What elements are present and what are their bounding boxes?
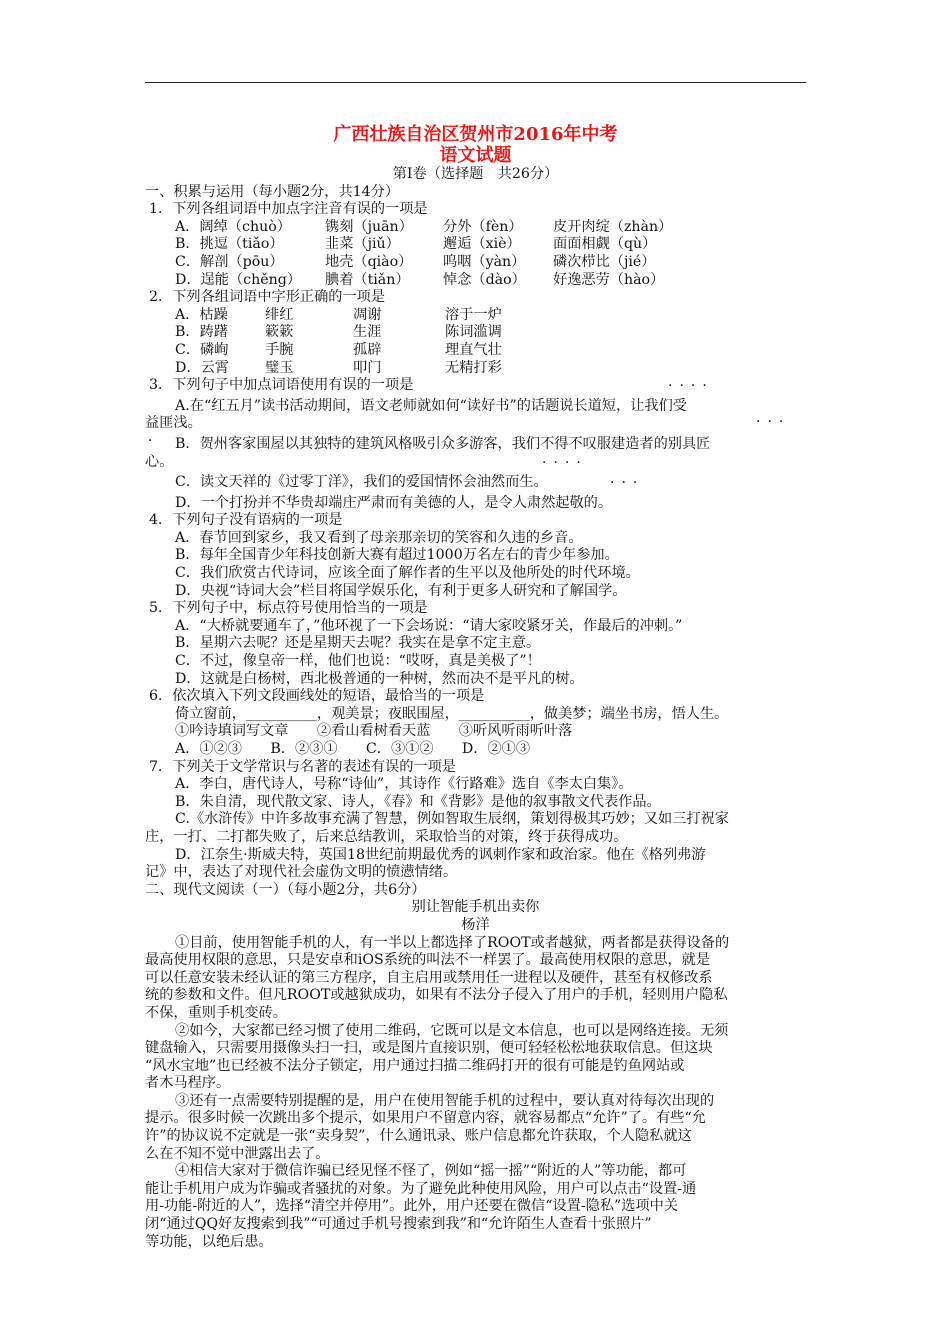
option-word: 地壳（qiào）: [325, 253, 413, 270]
q3-option-a-cont: 益匪浅。: [145, 415, 202, 432]
article-title: 别让智能手机出卖你: [411, 899, 540, 916]
q5-option-d: D．这就是白杨树，西北极普通的一种树，然而决不是平凡的树。: [175, 670, 584, 687]
emphasis-dots: ·: [148, 433, 160, 449]
option-word: 绯红: [265, 306, 294, 323]
q7-option-d: D．江奈生·斯威夫特，英国18世纪前期最优秀的讽刺作家和政治家。他在《格列弗游: [175, 846, 706, 863]
article-author: 杨洋: [461, 916, 490, 933]
q6-items: ①吟诗填词写文章 ②看山看树看天蓝 ③听风听雨听叶落: [175, 723, 573, 740]
option-word: 生涯: [353, 324, 382, 341]
q7-option-c: C.《水浒传》中许多故事充满了智慧，例如智取生辰纲，策划得极其巧妙；又如三打祝家: [175, 811, 729, 828]
article-paragraph-2: ②如今，大家都已经习惯了使用二维码，它既可以是文本信息，也可以是网络连接。无须: [175, 1022, 729, 1039]
article-paragraph-1: 不保，重则手机变砖。: [145, 1004, 287, 1021]
option-word: C．磷峋: [175, 341, 229, 358]
q1-stem: 1．下列各组词语中加点字注音有误的一项是: [149, 201, 428, 218]
q7-option-a: A．李白，唐代诗人，号称“诗仙”，其诗作《行路难》选自《李太白集》。: [175, 776, 633, 793]
q3-option-c: C．读文天祥的《过零丁洋》，我们的爱国情怀会油然而生。: [175, 474, 548, 491]
option-word: 叩门: [353, 359, 382, 376]
article-paragraph-3: 许”的协议说不定就是一张“卖身契”，什么通讯录、账户信息都允许获取，个人隐私就这: [145, 1128, 692, 1145]
q7-option-b: B．朱自清，现代散文家、诗人，《春》和《背影》是他的叙事散文代表作品。: [175, 793, 661, 810]
q2-option-a: [145, 307, 806, 325]
option-word: D．云霄: [175, 359, 229, 376]
q5-option-c: C．不过，像皇帝一样，他们也说：“哎呀，真是美极了”！: [175, 653, 541, 670]
option-word: 悼念（dào）: [443, 271, 526, 288]
emphasis-dots: ····: [668, 378, 714, 394]
option-word: 好逸恶劳（hào）: [553, 271, 665, 288]
option-word: 呜咽（yàn）: [443, 253, 526, 270]
option-word: C．解剖（pōu）: [175, 253, 284, 270]
emphasis-dots: ···: [610, 475, 645, 491]
header-rule: [145, 82, 806, 83]
article-paragraph-4: ④相信大家对于微信诈骗已经见怪不怪了，例如“摇一摇”“附近的人”等功能，都可: [175, 1163, 687, 1180]
q6-stem: 6．依次填入下列文段画线处的短语，最恰当的一项是: [149, 688, 485, 705]
q6-options: A．①②③ B．②③① C．③①② D．②①③: [175, 741, 531, 757]
option-word: 无精打彩: [445, 359, 502, 376]
exam-body: [145, 166, 806, 1251]
q1-option-b: [145, 236, 806, 254]
q7-option-c-cont: 庄，一打、二打都失败了，后来总结教训，采取恰当的对策，终于获得成功。: [145, 828, 628, 845]
q4-option-b: B．每年全国青少年科技创新大赛有超过1000万名左右的青少年参加。: [175, 547, 619, 564]
emphasis-dots: ····: [542, 455, 588, 471]
q2-option-c: [145, 342, 806, 360]
exam-title: 广西壮族自治区贺州市2016年中考: [333, 124, 618, 145]
option-word: D．逞能（chěng）: [175, 271, 302, 288]
option-word: 簌簌: [265, 324, 294, 341]
article-paragraph-2: 键盘输入，只需要用摄像头扫一扫，或是图片直接识别，便可轻轻松松地获取信息。但这块: [145, 1040, 713, 1057]
option-word: 皮开肉绽（zhàn）: [553, 218, 673, 235]
section2-header: 二、现代文阅读（一）（每小题2分，共6分）: [145, 881, 426, 898]
q4-option-c: C．我们欣赏古代诗词，应该全面了解作者的生平以及他所处的时代环境。: [175, 565, 640, 582]
article-paragraph-4: 闭“通过QQ好友搜索到我”“可通过手机号搜索到我”和“允许陌生人查看十张照片”: [145, 1216, 652, 1233]
option-word: 理直气壮: [445, 341, 502, 358]
q3-option-d: D．一个打扮并不华贵却端庄严肃而有美德的人，是令人肃然起敬的。: [175, 494, 613, 511]
article-paragraph-1: 统的参数和文件。但凡ROOT或越狱成功，如果有不法分子侵入了用户的手机，轻则用户隐私: [145, 987, 728, 1004]
q3-stem: 3．下列句子中加点词语使用有误的一项是: [149, 377, 414, 394]
article-paragraph-4: 能让手机用户成为诈骗或者骚扰的对象。为了避免此种使用风险，用户可以点击“设置-通: [145, 1180, 697, 1197]
article-paragraph-3: 么在不知不觉中泄露出去了。: [145, 1145, 330, 1162]
q4-option-a: A．春节回到家乡，我又看到了母亲那亲切的笑容和久违的乡音。: [175, 529, 583, 546]
q1-option-c: [145, 254, 806, 272]
q4-stem: 4．下列句子没有语病的一项是: [149, 512, 343, 529]
article-paragraph-4: 用-功能-附近的人”，选择“清空并停用”。此外，用户还要在微信“设置-隐私”选项中关: [145, 1198, 679, 1215]
q5-option-a: A．“大桥就要通车了，”他环视了一下会场说：“请大家咬紧牙关，作最后的冲刺。”: [175, 617, 683, 634]
section1-header: 一、积累与运用（每小题2分，共14分）: [145, 183, 400, 200]
option-word: 面面相觑（qù）: [553, 236, 657, 253]
option-word: 腆着（tiǎn）: [325, 271, 410, 288]
article-paragraph-1: 可以任意安装未经认证的第三方程序，自主启用或禁用任一进程以及硬件，甚至有权修改系: [145, 969, 713, 986]
q7-option-d-cont: 记》中，表达了对现代社会虚伪文明的愤懑情绪。: [145, 864, 458, 881]
article-paragraph-1: 最高使用权限的意思，只是安卓和iOS系统的叫法不一样罢了。最高使用权限的意思，就是: [145, 952, 711, 969]
option-word: A．阔绰（chuò）: [175, 218, 291, 235]
option-word: B．挑逗（tiǎo）: [175, 236, 284, 253]
article-paragraph-2: “风水宝地”也已经被不法分子锁定，用户通过扫描二维码打开的很有可能是钓鱼网站或: [145, 1057, 685, 1074]
article-paragraph-2: 者木马程序。: [145, 1075, 231, 1092]
option-word: 凋谢: [353, 306, 382, 323]
article-paragraph-3: 提示。很多时候一次跳出多个提示，如果用户不留意内容，就容易都点“允许”了。有些“允: [145, 1110, 706, 1127]
q1-option-d: [145, 272, 806, 290]
option-word: 分外（fèn）: [443, 218, 523, 235]
q3-option-b-cont: 心。: [145, 453, 174, 470]
option-word: B．踌躇: [175, 324, 228, 341]
option-word: A．枯躁: [175, 306, 228, 323]
q3-option-b: B．贺州客家围屋以其独特的建筑风格吸引众多游客，我们不得不叹服建造者的别具匠: [175, 435, 711, 452]
q2-option-d: [145, 360, 806, 378]
exam-subtitle: 语文试题: [439, 145, 512, 166]
emphasis-dots: ···: [756, 414, 791, 430]
option-word: 镌刻（juān）: [325, 218, 413, 235]
q4-option-d: D．央视“诗词大会”栏目将国学娱乐化，有利于更多人研究和了解国学。: [175, 582, 627, 599]
q6-passage: 倚立窗前，__________，观美景；夜眠围屋，__________，做美梦；端坐书房，悟人生。: [175, 705, 729, 722]
option-word: 孤辟: [353, 341, 382, 358]
option-word: 手腕: [265, 341, 294, 358]
q2-option-b: [145, 324, 806, 342]
q7-stem: 7．下列关于文学常识与名著的表述有误的一项是: [149, 758, 456, 775]
q1-option-a: [145, 219, 806, 237]
article-paragraph-3: ③还有一点需要特别提醒的是，用户在使用智能手机的过程中，要认真对待每次出现的: [175, 1092, 715, 1109]
option-word: 邂逅（xiè）: [443, 236, 521, 253]
option-word: 溶于一炉: [445, 306, 502, 323]
article-paragraph-1: ①目前，使用智能手机的人，有一半以上都选择了ROOT或者越狱，两者都是获得设备的: [175, 934, 730, 951]
q2-stem: 2．下列各组词语中字形正确的一项是: [149, 289, 386, 306]
option-word: 陈词滥调: [445, 324, 502, 341]
q5-stem: 5．下列句子中，标点符号使用恰当的一项是: [149, 600, 428, 617]
part1-header: 第Ⅰ卷（选择题 共26分）: [392, 166, 559, 182]
q5-option-b: B．星期六去呢？还是星期天去呢？我实在是拿不定主意。: [175, 635, 541, 652]
article-paragraph-4: 等功能，以绝后患。: [145, 1233, 273, 1250]
option-word: 韭菜（jiǔ）: [325, 236, 400, 253]
q3-option-a: A.在“红五月”读书活动期间，语文老师就如何“读好书”的话题说长道短，让我们受: [175, 397, 687, 414]
option-word: 璧玉: [265, 359, 294, 376]
option-word: 磷次栉比（jié）: [553, 253, 656, 270]
